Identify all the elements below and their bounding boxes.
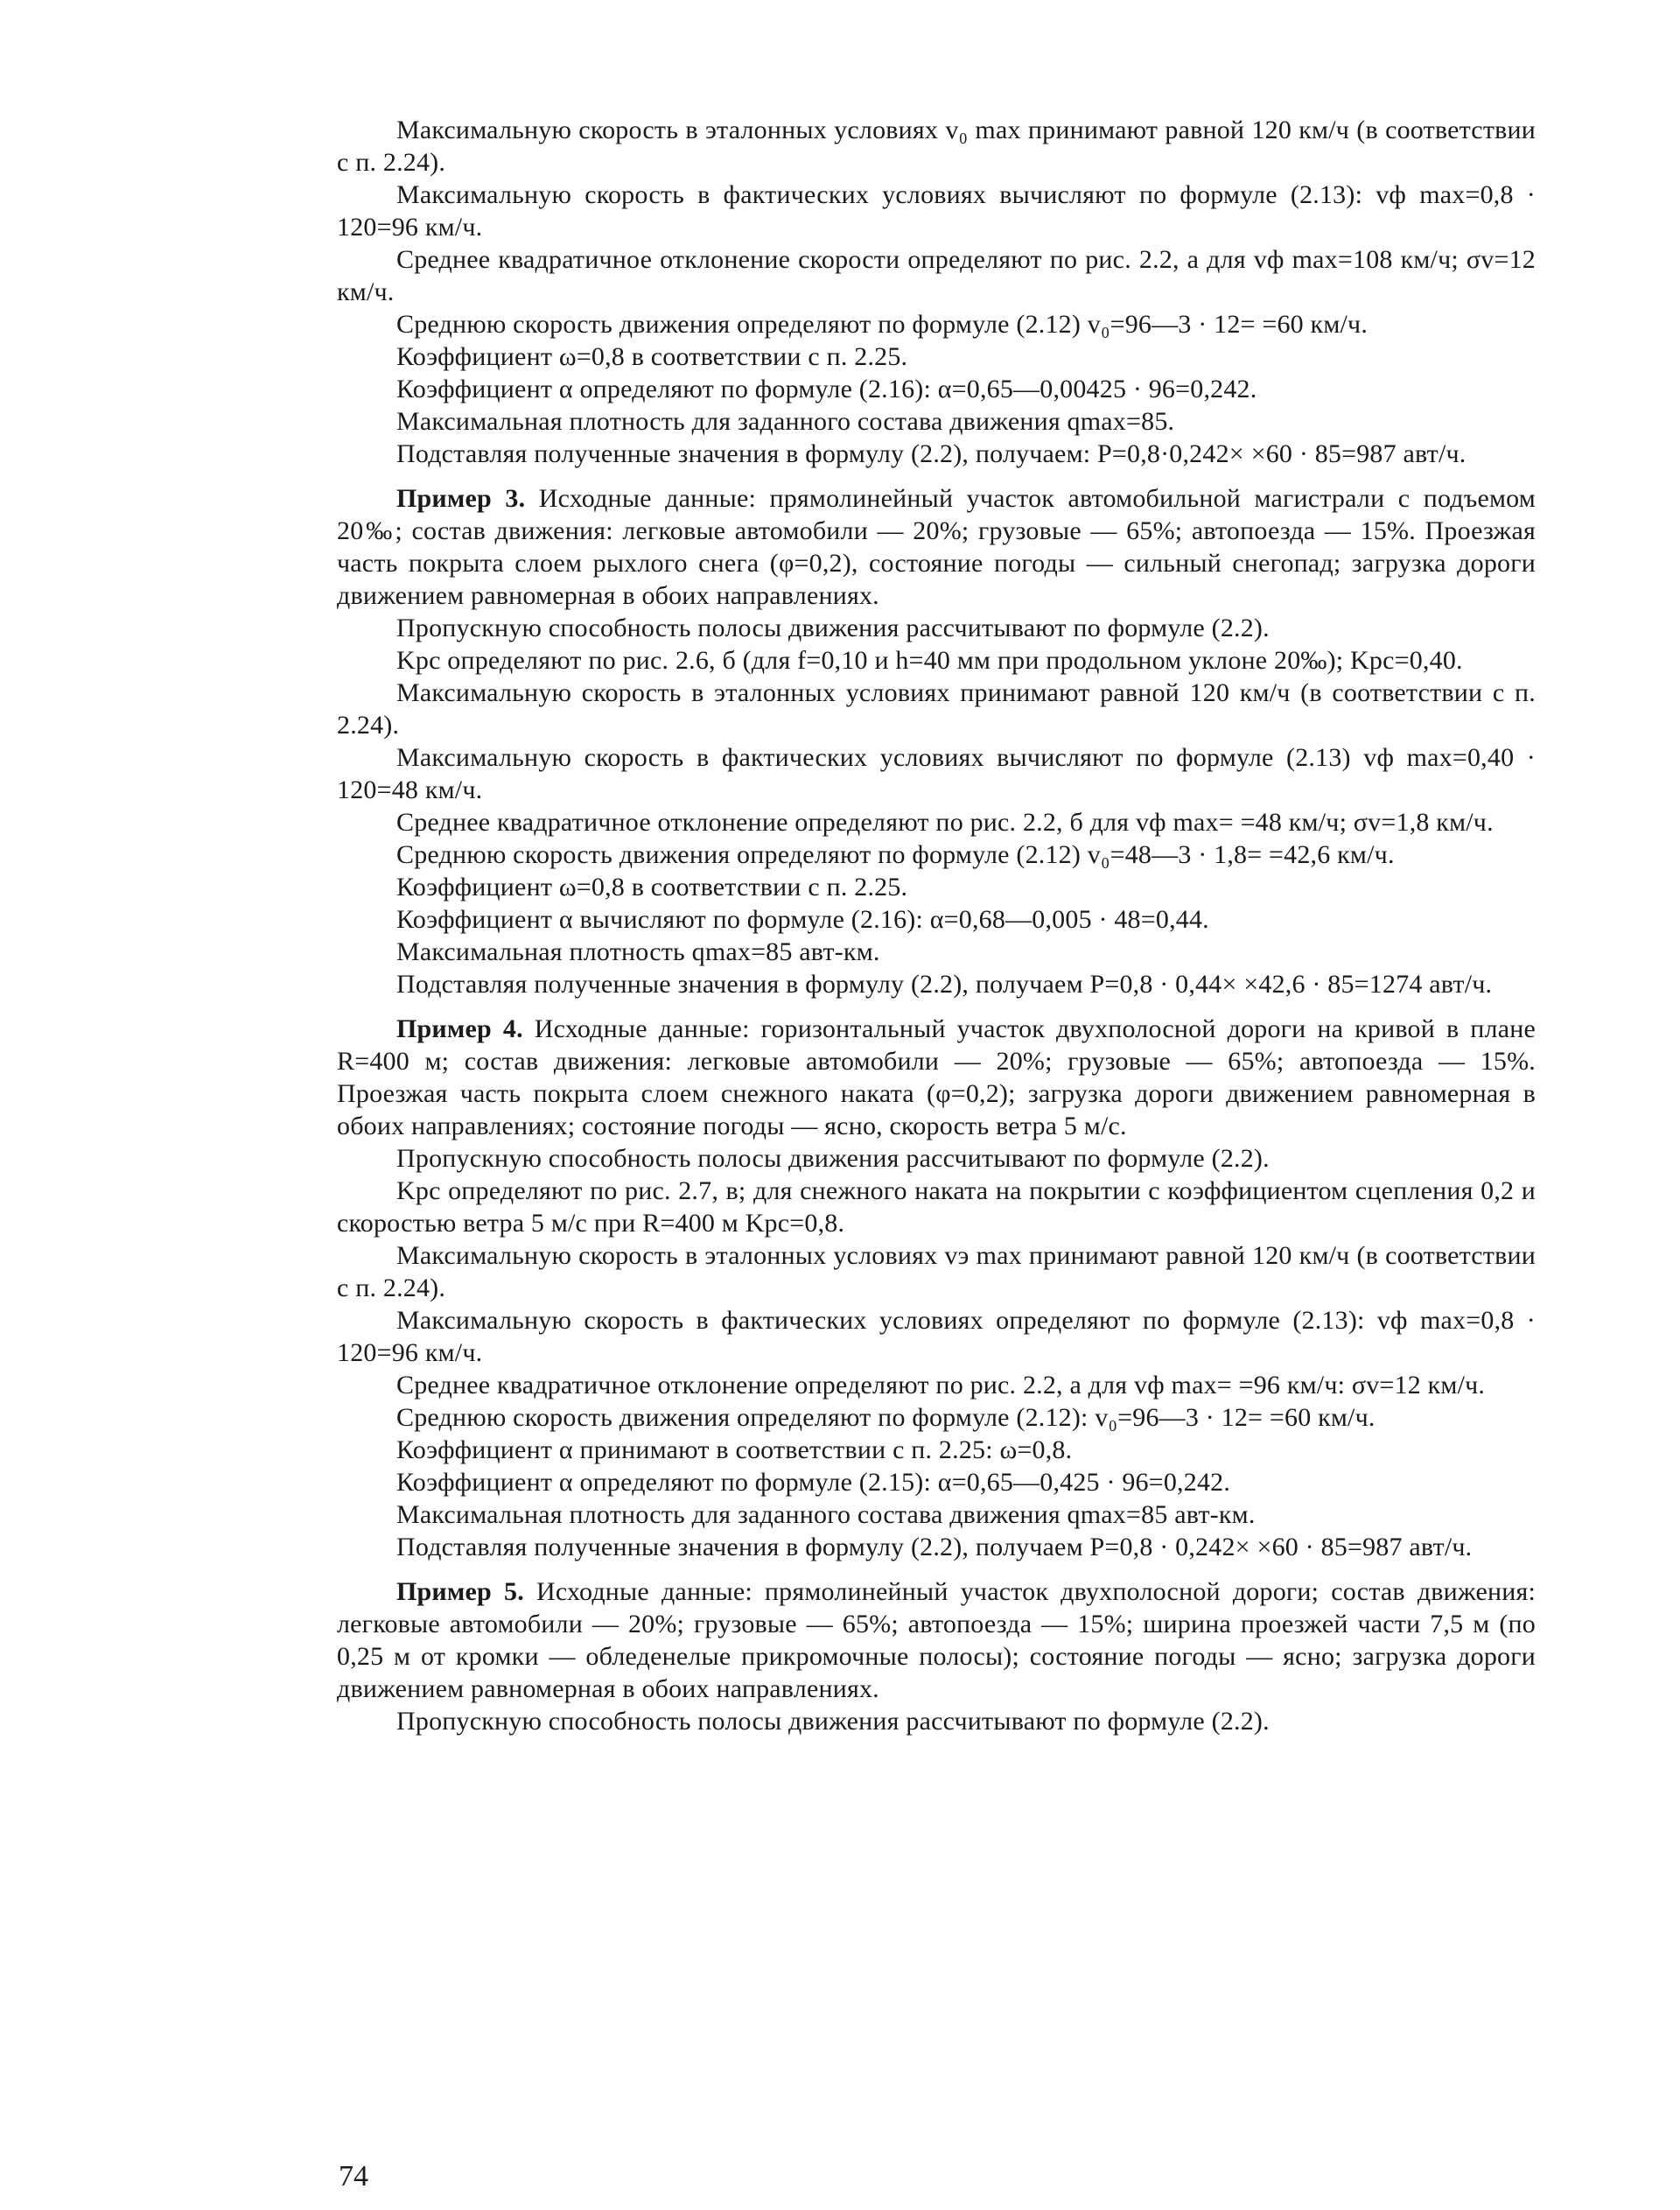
- paragraph-24: Максимальную скорость в фактических условиях определяют по формуле (2.13): vф max=0,8 · 120=96 км/ч.: [337, 1306, 1536, 1367]
- paragraph-26: Среднюю скорость движения определяют по формуле (2.12): v₀=96—3 · 12= =60 км/ч.: [396, 1403, 1376, 1432]
- paragraph-11: Kрс определяют по рис. 2.6, б (для f=0,10 и h=40 мм при продольном уклоне 20‰); Kрс=0,40.: [396, 646, 1463, 675]
- paragraph-30: Подставляя полученные значения в формулу (2.2), получаем P=0,8 · 0,242× ×60 · 85=987 авт/ч.: [396, 1533, 1473, 1561]
- paragraph-18: Максимальная плотность qmax=85 авт-км.: [396, 937, 880, 966]
- example-5-text: Исходные данные: прямолинейный участок двухполосной дороги; состав движения: легковые автомобили — 20%; грузовые — 65%; автопоезда — 15%; ширина проезжей части 7,5 м (по 0,25 м от кромки — обледенелые прикромочные полосы); состояние погоды — ясно; загрузка дороги движением равномерная в обоих направлениях.: [337, 1577, 1536, 1703]
- paragraph-4: Среднюю скорость движения определяют по формуле (2.12) v₀=96—3 · 12= =60 км/ч.: [396, 310, 1368, 339]
- paragraph-15: Среднюю скорость движения определяют по формуле (2.12) v₀=48—3 · 1,8= =42,6 км/ч.: [396, 840, 1395, 869]
- example-4-label: Пример 4.: [396, 1014, 523, 1043]
- paragraph-7: Максимальная плотность для заданного состава движения qmax=85.: [396, 407, 1175, 436]
- paragraph-29: Максимальная плотность для заданного состава движения qmax=85 авт-км.: [396, 1500, 1256, 1529]
- paragraph-14: Среднее квадратичное отклонение определяют по рис. 2.2, б для vф max= =48 км/ч; σv=1,8 км/ч.: [396, 808, 1494, 837]
- document-body: [337, 114, 1536, 1737]
- example-4-paragraph: [337, 1013, 1536, 1142]
- paragraph-12: Максимальную скорость в эталонных условиях принимают равной 120 км/ч (в соответствии с п. 2.24).: [337, 678, 1536, 740]
- example-5-label: Пример 5.: [396, 1577, 524, 1606]
- paragraph-28: Коэффициент α определяют по формуле (2.15): α=0,65—0,425 · 96=0,242.: [396, 1468, 1231, 1497]
- paragraph-2: Максимальную скорость в фактических условиях вычисляют по формуле (2.13): vф max=0,8 · 120=96 км/ч.: [337, 180, 1536, 242]
- paragraph-16: Коэффициент ω=0,8 в соответствии с п. 2.25.: [396, 873, 908, 902]
- paragraph-8: Подставляя полученные значения в формулу (2.2), получаем: P=0,8·0,242× ×60 · 85=987 авт/ч.: [396, 439, 1466, 468]
- paragraph-10: Пропускную способность полосы движения рассчитывают по формуле (2.2).: [396, 614, 1270, 642]
- example-3-text: Исходные данные: прямолинейный участок автомобильной магистрали с подъемом 20‰; состав движения: легковые автомобили — 20%; грузовые — 65%; автопоезда — 15%. Проезжая часть покрыта слоем рыхлого снега (φ=0,2), состояние погоды — сильный снегопад; загрузка дороги движением равномерная в обоих направлениях.: [337, 484, 1536, 610]
- page-number: 74: [339, 2160, 368, 2192]
- paragraph-27: Коэффициент α принимают в соответствии с п. 2.25: ω=0,8.: [396, 1435, 1073, 1464]
- example-3-label: Пример 3.: [396, 484, 526, 513]
- paragraph-13: Максимальную скорость в фактических условиях вычисляют по формуле (2.13) vф max=0,40 · 120=48 км/ч.: [337, 743, 1536, 804]
- example-3-paragraph: [337, 482, 1536, 612]
- example-4-text: Исходные данные: горизонтальный участок двухполосной дороги на кривой в плане R=400 м; состав движения: легковые автомобили — 20%; грузовые — 65%; автопоезда — 15%. Проезжая часть покрыта слоем снежного наката (φ=0,2); загрузка дороги движением равномерная в обоих направлениях; состояние погоды — ясно, скорость ветра 5 м/с.: [337, 1014, 1536, 1140]
- paragraph-25: Среднее квадратичное отклонение определяют по рис. 2.2, а для vф max= =96 км/ч: σv=12 км/ч.: [396, 1371, 1486, 1400]
- paragraph-6: Коэффициент α определяют по формуле (2.16): α=0,65—0,00425 · 96=0,242.: [396, 375, 1257, 403]
- paragraph-3: Среднее квадратичное отклонение скорости определяют по рис. 2.2, а для vф max=108 км/ч; σv=12 км/ч.: [337, 245, 1536, 306]
- paragraph-19: Подставляя полученные значения в формулу (2.2), получаем P=0,8 · 0,44× ×42,6 · 85=1274 авт/ч.: [396, 970, 1493, 999]
- paragraph-1: Максимальную скорость в эталонных условиях v₀ max принимают равной 120 км/ч (в соответствии с п. 2.24).: [337, 116, 1536, 177]
- example-5-paragraph: [337, 1575, 1536, 1705]
- paragraph-21: Пропускную способность полосы движения рассчитывают по формуле (2.2).: [396, 1144, 1270, 1173]
- paragraph-32: Пропускную способность полосы движения рассчитывают по формуле (2.2).: [396, 1707, 1270, 1736]
- paragraph-17: Коэффициент α вычисляют по формуле (2.16): α=0,68—0,005 · 48=0,44.: [396, 905, 1209, 934]
- paragraph-23: Максимальную скорость в эталонных условиях vэ max принимают равной 120 км/ч (в соответствии с п. 2.24).: [337, 1241, 1536, 1302]
- paragraph-5: Коэффициент ω=0,8 в соответствии с п. 2.25.: [396, 342, 908, 371]
- paragraph-22: Kрс определяют по рис. 2.7, в; для снежного наката на покрытии с коэффициентом сцепления 0,2 и скоростью ветра 5 м/с при R=400 м Kрс=0,8.: [337, 1176, 1536, 1238]
